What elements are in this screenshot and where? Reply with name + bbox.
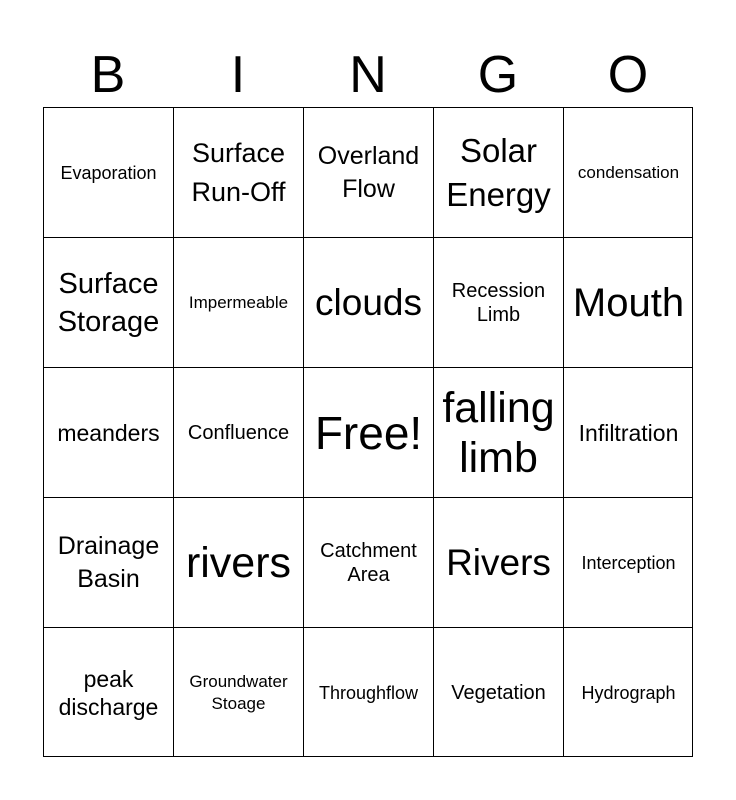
bingo-cell[interactable]: peak discharge	[43, 627, 173, 757]
bingo-cell[interactable]: Rivers	[433, 497, 563, 627]
bingo-cell[interactable]: Infiltration	[563, 367, 693, 497]
bingo-cell[interactable]: Impermeable	[173, 237, 303, 367]
bingo-cell[interactable]: Drainage Basin	[43, 497, 173, 627]
bingo-board	[43, 107, 693, 757]
bingo-cell[interactable]: Vegetation	[433, 627, 563, 757]
bingo-header	[43, 42, 693, 108]
bingo-cell[interactable]: Hydrograph	[563, 627, 693, 757]
header-letter-i: I	[230, 46, 246, 104]
bingo-cell[interactable]: clouds	[303, 237, 433, 367]
bingo-cell[interactable]: Evaporation	[43, 107, 173, 237]
bingo-cell[interactable]: Confluence	[173, 367, 303, 497]
bingo-cell[interactable]: rivers	[173, 497, 303, 627]
bingo-cell[interactable]: Overland Flow	[303, 107, 433, 237]
header-letter-o: O	[607, 46, 649, 104]
bingo-cell[interactable]: Mouth	[563, 237, 693, 367]
bingo-cell[interactable]: Interception	[563, 497, 693, 627]
bingo-cell[interactable]: meanders	[43, 367, 173, 497]
header-letter-g: G	[477, 46, 519, 104]
bingo-cell[interactable]: Throughflow	[303, 627, 433, 757]
header-letter-b: B	[90, 46, 126, 104]
bingo-cell[interactable]: Groundwater Stoage	[173, 627, 303, 757]
bingo-cell[interactable]: Surface Storage	[43, 237, 173, 367]
bingo-cell[interactable]: Solar Energy	[433, 107, 563, 237]
header-letter-n: N	[349, 46, 387, 104]
bingo-cell[interactable]: Recession Limb	[433, 237, 563, 367]
bingo-cell[interactable]: condensation	[563, 107, 693, 237]
bingo-cell[interactable]: Catchment Area	[303, 497, 433, 627]
bingo-cell[interactable]: falling limb	[433, 367, 563, 497]
bingo-cell[interactable]: Surface Run-Off	[173, 107, 303, 237]
free-space[interactable]: Free!	[303, 367, 433, 497]
